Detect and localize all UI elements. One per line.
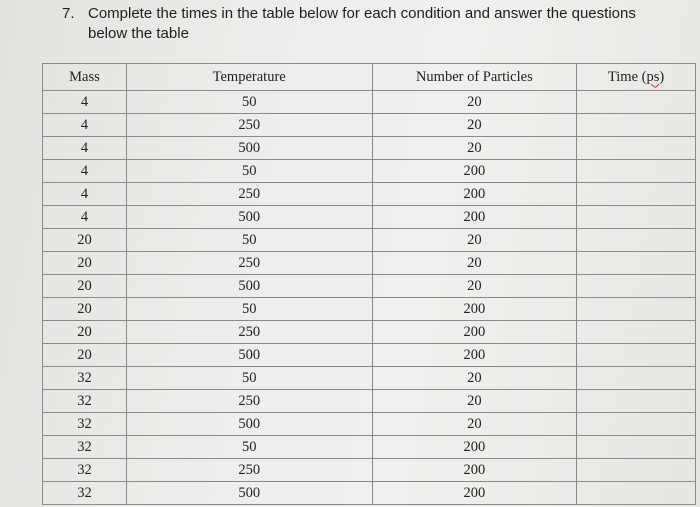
time-cell[interactable] bbox=[577, 275, 696, 298]
time-cell[interactable] bbox=[577, 183, 696, 206]
table-row bbox=[43, 298, 696, 321]
table-body bbox=[43, 91, 696, 505]
mass-cell: 32 bbox=[43, 390, 127, 413]
question-line-1: Complete the times in the table below for each condition and answer the questions bbox=[88, 5, 636, 22]
table-row bbox=[43, 160, 696, 183]
mass-cell: 20 bbox=[43, 321, 127, 344]
particles-cell: 200 bbox=[372, 459, 577, 482]
temperature-cell: 50 bbox=[126, 298, 372, 321]
time-cell[interactable] bbox=[577, 206, 696, 229]
mass-cell: 32 bbox=[43, 367, 127, 390]
time-cell[interactable] bbox=[577, 367, 696, 390]
mass-cell: 4 bbox=[43, 183, 127, 206]
header-time bbox=[577, 64, 696, 91]
mass-cell: 4 bbox=[43, 137, 127, 160]
temperature-cell: 250 bbox=[126, 114, 372, 137]
mass-cell: 4 bbox=[43, 206, 127, 229]
data-table bbox=[42, 63, 696, 505]
question-text bbox=[62, 4, 662, 44]
temperature-cell: 50 bbox=[126, 436, 372, 459]
mass-cell: 32 bbox=[43, 413, 127, 436]
table-header-row bbox=[43, 64, 696, 91]
particles-cell: 200 bbox=[372, 344, 577, 367]
table-row bbox=[43, 206, 696, 229]
particles-cell: 20 bbox=[372, 137, 577, 160]
mass-cell: 4 bbox=[43, 160, 127, 183]
time-cell[interactable] bbox=[577, 390, 696, 413]
header-temperature: Temperature bbox=[126, 64, 372, 91]
particles-cell: 20 bbox=[372, 91, 577, 114]
time-cell[interactable] bbox=[577, 436, 696, 459]
particles-cell: 20 bbox=[372, 114, 577, 137]
mass-cell: 20 bbox=[43, 298, 127, 321]
table-row bbox=[43, 321, 696, 344]
particles-cell: 200 bbox=[372, 321, 577, 344]
particles-cell: 200 bbox=[372, 298, 577, 321]
time-cell[interactable] bbox=[577, 160, 696, 183]
mass-cell: 32 bbox=[43, 459, 127, 482]
mass-cell: 4 bbox=[43, 91, 127, 114]
temperature-cell: 500 bbox=[126, 344, 372, 367]
header-time-unit: ps bbox=[646, 68, 660, 85]
temperature-cell: 500 bbox=[126, 413, 372, 436]
particles-cell: 20 bbox=[372, 413, 577, 436]
time-cell[interactable] bbox=[577, 413, 696, 436]
particles-cell: 20 bbox=[372, 367, 577, 390]
temperature-cell: 500 bbox=[126, 482, 372, 505]
mass-cell: 32 bbox=[43, 436, 127, 459]
question-line-2: below the table bbox=[88, 25, 189, 42]
mass-cell: 20 bbox=[43, 229, 127, 252]
table-row bbox=[43, 91, 696, 114]
temperature-cell: 50 bbox=[126, 367, 372, 390]
table-row bbox=[43, 183, 696, 206]
temperature-cell: 250 bbox=[126, 390, 372, 413]
table-row bbox=[43, 436, 696, 459]
header-particles: Number of Particles bbox=[372, 64, 577, 91]
header-time-prefix: Time ( bbox=[607, 68, 647, 85]
particles-cell: 200 bbox=[372, 160, 577, 183]
table-row bbox=[43, 413, 696, 436]
time-cell[interactable] bbox=[577, 321, 696, 344]
table-row bbox=[43, 344, 696, 367]
temperature-cell: 500 bbox=[126, 275, 372, 298]
mass-cell: 20 bbox=[43, 252, 127, 275]
mass-cell: 4 bbox=[43, 114, 127, 137]
temperature-cell: 250 bbox=[126, 459, 372, 482]
time-cell[interactable] bbox=[577, 137, 696, 160]
time-cell[interactable] bbox=[577, 229, 696, 252]
table-row bbox=[43, 114, 696, 137]
table-row bbox=[43, 252, 696, 275]
time-cell[interactable] bbox=[577, 344, 696, 367]
particles-cell: 200 bbox=[372, 436, 577, 459]
time-cell[interactable] bbox=[577, 298, 696, 321]
temperature-cell: 250 bbox=[126, 252, 372, 275]
mass-cell: 20 bbox=[43, 275, 127, 298]
time-cell[interactable] bbox=[577, 482, 696, 505]
time-cell[interactable] bbox=[577, 459, 696, 482]
mass-cell: 32 bbox=[43, 482, 127, 505]
temperature-cell: 250 bbox=[126, 321, 372, 344]
table-row bbox=[43, 482, 696, 505]
table-row bbox=[43, 390, 696, 413]
table-row bbox=[43, 137, 696, 160]
table-row bbox=[43, 275, 696, 298]
time-cell[interactable] bbox=[577, 252, 696, 275]
temperature-cell: 50 bbox=[126, 91, 372, 114]
temperature-cell: 500 bbox=[126, 206, 372, 229]
particles-cell: 200 bbox=[372, 206, 577, 229]
particles-cell: 20 bbox=[372, 390, 577, 413]
particles-cell: 20 bbox=[372, 229, 577, 252]
particles-cell: 200 bbox=[372, 482, 577, 505]
time-cell[interactable] bbox=[577, 114, 696, 137]
table-row bbox=[43, 229, 696, 252]
particles-cell: 20 bbox=[372, 252, 577, 275]
particles-cell: 20 bbox=[372, 275, 577, 298]
time-cell[interactable] bbox=[577, 91, 696, 114]
particles-cell: 200 bbox=[372, 183, 577, 206]
header-time-suffix: ) bbox=[659, 68, 665, 85]
header-mass: Mass bbox=[43, 64, 127, 91]
temperature-cell: 50 bbox=[126, 160, 372, 183]
mass-cell: 20 bbox=[43, 344, 127, 367]
question-number: 7. bbox=[62, 5, 75, 22]
temperature-cell: 50 bbox=[126, 229, 372, 252]
table-row bbox=[43, 459, 696, 482]
table-row bbox=[43, 367, 696, 390]
temperature-cell: 250 bbox=[126, 183, 372, 206]
temperature-cell: 500 bbox=[126, 137, 372, 160]
